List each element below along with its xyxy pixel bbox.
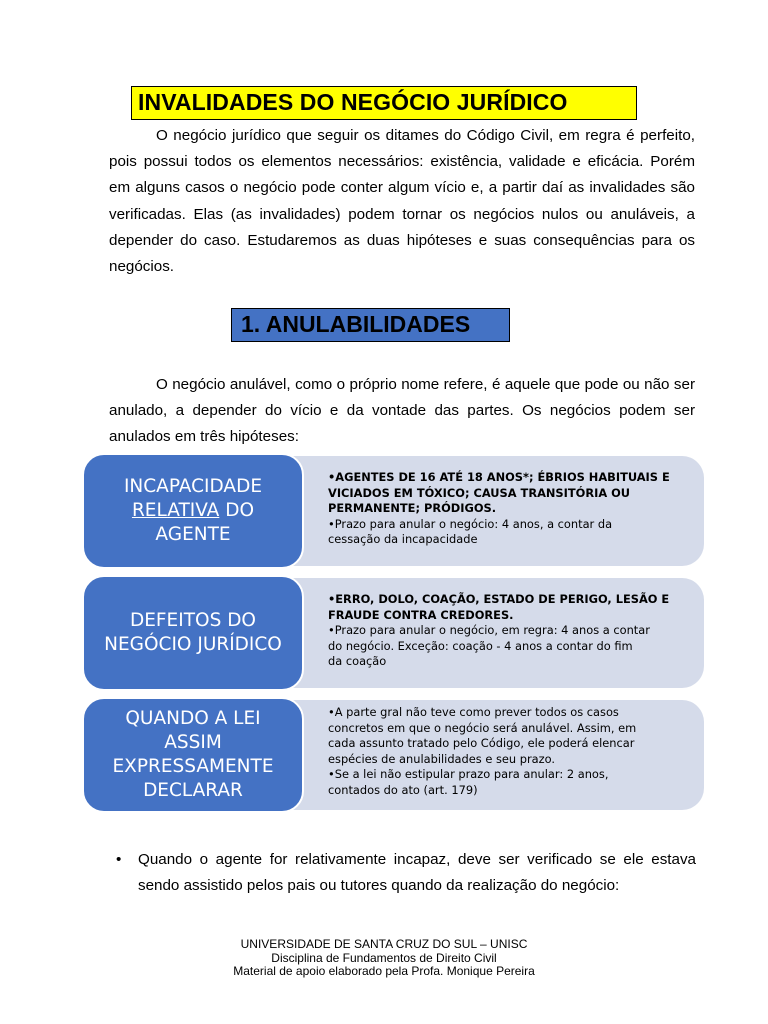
bullet-line: cada assunto tratado pelo Código, ele poderá elencar: [328, 736, 635, 750]
bullet-note-line: sendo assistido pelos pais ou tutores quando da realização do negócio:: [138, 877, 620, 894]
intro-line: depender do caso. Estudaremos as duas hipóteses e suas consequências para os: [109, 231, 695, 249]
hypothesis-label-line: QUANDO A LEI: [125, 708, 261, 729]
hypothesis-label-line: DEFEITOS DO: [129, 610, 256, 631]
hypothesis-label-box: [82, 697, 304, 813]
intro-line: negócios.: [109, 258, 175, 276]
footer-line: Material de apoio elaborado pela Profa. Monique Pereira: [233, 964, 535, 978]
bullet-line: concretos em que o negócio será anulável. Assim, em: [328, 720, 637, 735]
hypothesis-row-defeitos: [82, 575, 704, 691]
hypothesis-bullets: [328, 470, 672, 548]
bullet-line: VICIADOS EM TÓXICO; CAUSA TRANSITÓRIA OU: [328, 485, 631, 500]
bullet-item: [328, 623, 672, 670]
bullet-line: contados do ato (art. 179): [328, 782, 478, 797]
page-footer: [0, 938, 768, 979]
bullet-line: •ERRO, DOLO, COAÇÃO, ESTADO DE PERIGO, LESÃO E: [328, 592, 670, 606]
bullet-line: •Prazo para anular o negócio: 4 anos, a contar da: [328, 516, 613, 531]
hypothesis-label-line: [84, 499, 302, 523]
bullet-line: da coação: [328, 654, 387, 668]
bullet-line: cessação da incapacidade: [328, 532, 478, 546]
bullet-line: do negócio. Exceção: coação - 4 anos a contar do fim: [328, 638, 633, 653]
bullet-line: •A parte gral não teve como prever todos os casos: [328, 705, 619, 719]
section-intro-line: O negócio anulável, como o próprio nome refere, é aquele que pode ou não ser: [156, 376, 695, 393]
hypothesis-row-incapacidade: [82, 453, 704, 569]
bullet-line: •Se a lei não estipular prazo para anular: 2 anos,: [328, 767, 609, 781]
document-title: INVALIDADES DO NEGÓCIO JURÍDICO: [131, 86, 637, 120]
bullet-line: FRAUDE CONTRA CREDORES.: [328, 607, 514, 622]
section-heading: 1. ANULABILIDADES: [231, 308, 510, 342]
hypothesis-label-underlined: RELATIVA: [131, 500, 220, 521]
bullet-note-line: Quando o agente for relativamente incapaz, deve ser verificado se ele estava: [138, 851, 696, 868]
bullet-line: PERMANENTE; PRÓDIGOS.: [328, 501, 497, 515]
footer-line: UNIVERSIDADE DE SANTA CRUZ DO SUL – UNISC: [240, 937, 528, 951]
bullet-item: [328, 767, 672, 798]
bullet-item: [328, 470, 672, 517]
section-intro-line: anulados em três hipóteses:: [109, 428, 299, 446]
hypothesis-bullets: [328, 705, 672, 798]
intro-line: O negócio jurídico que seguir os ditames do Código Civil, em regra é perfeito,: [156, 127, 695, 144]
intro-paragraph: [109, 123, 695, 280]
hypothesis-bullets: [328, 592, 672, 670]
hypothesis-label-line: INCAPACIDADE: [123, 476, 263, 497]
section-intro-line: anulado, a depender do vício e da vontade das partes. Os negócios podem ser: [109, 402, 695, 420]
hypothesis-label-line: DECLARAR: [143, 780, 243, 801]
intro-line: em alguns casos o negócio pode conter algum vício e, a partir daí as invalidades são: [109, 179, 695, 197]
hypothesis-label-word: DO: [225, 500, 255, 521]
bullet-line: espécies de anulabilidades e seu prazo.: [328, 751, 555, 766]
bullet-marker: •: [116, 851, 122, 868]
hypothesis-label-line: AGENTE: [155, 524, 231, 545]
bullet-item: [328, 705, 672, 767]
hypothesis-label-line: NEGÓCIO JURÍDICO: [104, 634, 282, 655]
intro-line: verificadas. Elas (as invalidades) podem tornar os negócios nulos ou anuláveis, a: [109, 205, 695, 223]
hypothesis-label-line: ASSIM: [164, 732, 222, 753]
hypothesis-row-lei: [82, 697, 704, 813]
hypothesis-label-box: [82, 575, 304, 691]
section-intro-paragraph: [109, 372, 695, 451]
bullet-line: •AGENTES DE 16 ATÉ 18 ANOS*; ÉBRIOS HABITUAIS E: [328, 470, 670, 484]
hypothesis-label-box: [82, 453, 304, 569]
footer-line: Disciplina de Fundamentos de Direito Civil: [271, 950, 497, 965]
bullet-item: [328, 592, 672, 623]
hypothesis-label-line: EXPRESSAMENTE: [112, 756, 274, 777]
bullet-line: •Prazo para anular o negócio, em regra: 4 anos a contar: [328, 623, 650, 637]
bullet-note-text: [138, 847, 696, 899]
intro-line: pois possui todos os elementos necessários: existência, validade e eficácia. Porém: [109, 153, 695, 171]
bullet-item: [328, 517, 672, 548]
